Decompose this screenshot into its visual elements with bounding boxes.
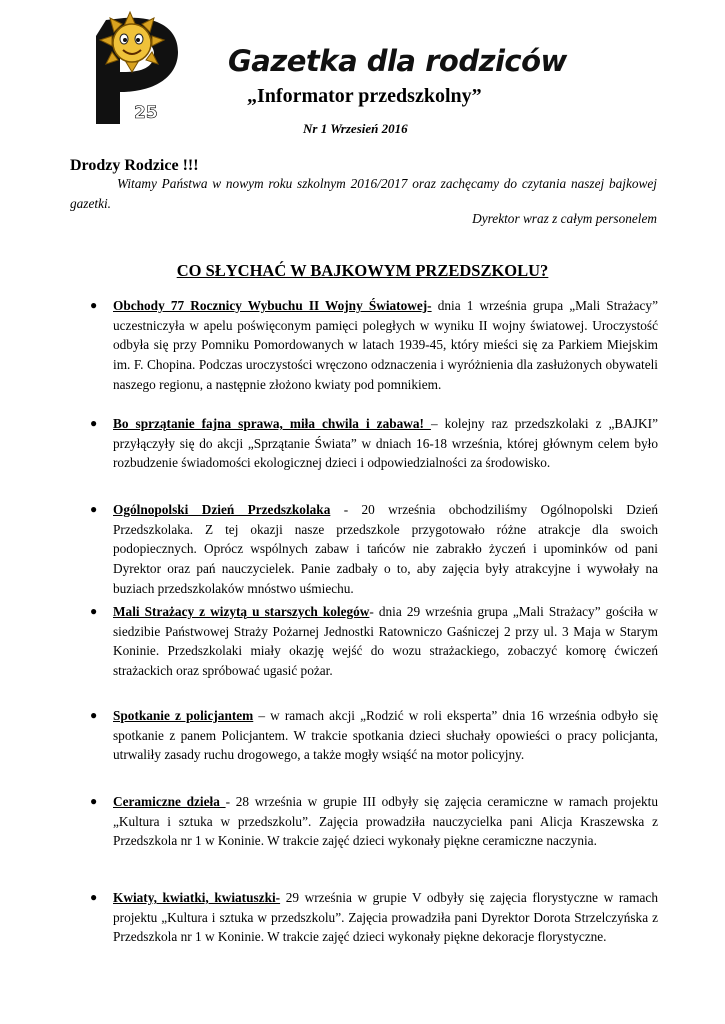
newsletter-title: Gazetka dla rodziców	[228, 44, 567, 78]
news-text: – kolejny raz przedszkolaki z „BAJKI” przyłączyły się do akcji „Sprzątanie Świata” w dniach 16-18 września, której głównym celem było rozbudzenie świadomości ekologicznej dzieci i odpowiedzialności za środowisko.	[113, 416, 658, 471]
logo-number: 25	[134, 103, 158, 123]
news-item	[90, 296, 658, 395]
bullet-icon: ●	[90, 298, 98, 312]
news-text: - 20 września obchodziliśmy Ogólnopolski Dzień Przedszkolaka. Z tej okazji nasze przedszkole przygotowało różne atrakcje dla swoich podopiecznych. Oprócz wspólnych zabaw i tańców nie zabrakło życzeń i upominków od pani Dyrektor oraz pań nauczycielek. Panie zadbały o to, aby zajęcia były atrakcyjne i wywołały na buziach przedszkolaków mnóstwo uśmiechu.	[113, 502, 658, 596]
news-headline: Ogólnopolski Dzień Przedszkolaka	[113, 502, 331, 517]
news-item	[90, 706, 658, 765]
bullet-icon: ●	[90, 890, 98, 904]
news-headline: Bo sprzątanie fajna sprawa, miła chwila i zabawa!	[113, 416, 431, 431]
news-item	[90, 414, 658, 473]
kindergarten-logo	[78, 6, 186, 128]
news-text: - 28 września w grupie III odbyły się zajęcia ceramiczne w ramach projektu „Kultura i sztuka w przedszkolu”. Zajęcia prowadziła nauczycielka pani Alicja Kraszewska z Przedszkola nr 1 w Koninie. W trakcie zajęć dzieci wykonały piękne ceramiczne naczynia.	[113, 794, 658, 849]
section-heading: CO SŁYCHAĆ W BAJKOWYM PRZEDSZKOLU?	[176, 261, 549, 280]
news-headline: Obchody 77 Rocznicy Wybuchu II Wojny Światowej-	[113, 298, 432, 313]
news-headline: Kwiaty, kwiatki, kwiatuszki-	[113, 890, 281, 905]
news-text: – w ramach akcji „Rodzić w roli eksperta” dnia 16 września odbyło się spotkanie z panem Policjantem. W trakcie spotkania dzieci słuchały opowieści o pracy policjanta, utrwaliły zasady ruchu drogowego, a także mogły wsiąść na motor policyjny.	[113, 708, 658, 763]
bullet-icon: ●	[90, 604, 98, 618]
news-item	[90, 888, 658, 947]
bullet-icon: ●	[90, 794, 98, 808]
bullet-icon: ●	[90, 708, 98, 722]
issue-number: Nr 1 Wrzesień 2016	[303, 121, 408, 136]
greeting: Drodzy Rodzice !!!	[70, 157, 199, 174]
news-text: - dnia 29 września grupa „Mali Strażacy” gościła w siedzibie Państwowej Straży Pożarnej Jednostki Ratowniczo Gaśniczej 2 przy ul. 3 Maja w Starym Koninie. Przedszkolaki miały okazję wejść do wozu strażackiego, zobaczyć komorę ćwiczeń strażackich oraz spróbować ugasić pożar.	[113, 604, 658, 679]
news-headline: Mali Strażacy z wizytą u starszych kolegów	[113, 604, 370, 619]
newsletter-subtitle: „Informator przedszkolny”	[247, 85, 482, 107]
bullet-icon: ●	[90, 416, 98, 430]
signature: Dyrektor wraz z całym personelem	[472, 211, 657, 226]
news-text: dnia 1 września grupa „Mali Strażacy” uczestniczyła w apelu poświęconym pamięci poległych w wyniku II wojny światowej. Uroczystość odbyła się przy Pomniku Pomordowanych w latach 1939-45, który mieści się za Parkiem Miejskim im. F. Chopina. Podczas uroczystości wręczono odznaczenia i wyróżnienia dla zasłużonych obywateli naszego regionu, a następnie złożono kwiaty pod pomnikiem.	[113, 298, 658, 392]
news-headline: Ceramiczne dzieła	[113, 794, 226, 809]
bullet-icon: ●	[90, 502, 98, 516]
news-headline: Spotkanie z policjantem	[113, 708, 254, 723]
news-text: 29 września w grupie V odbyły się zajęcia florystyczne w ramach projektu „Kultura i sztuka w przedszkolu”. Zajęcia prowadziła pani Dyrektor Dorota Strzelczyńska z Przedszkola nr 1 w Koninie. W trakcie zajęć dzieci wykonały piękne dekoracje florystyczne.	[113, 890, 658, 945]
welcome-text: Witamy Państwa w nowym roku szkolnym 2016/2017 oraz zachęcamy do czytania naszej bajkowej gazetki.	[70, 176, 657, 211]
news-item	[90, 602, 658, 681]
news-item	[90, 500, 658, 599]
news-item	[90, 792, 658, 851]
